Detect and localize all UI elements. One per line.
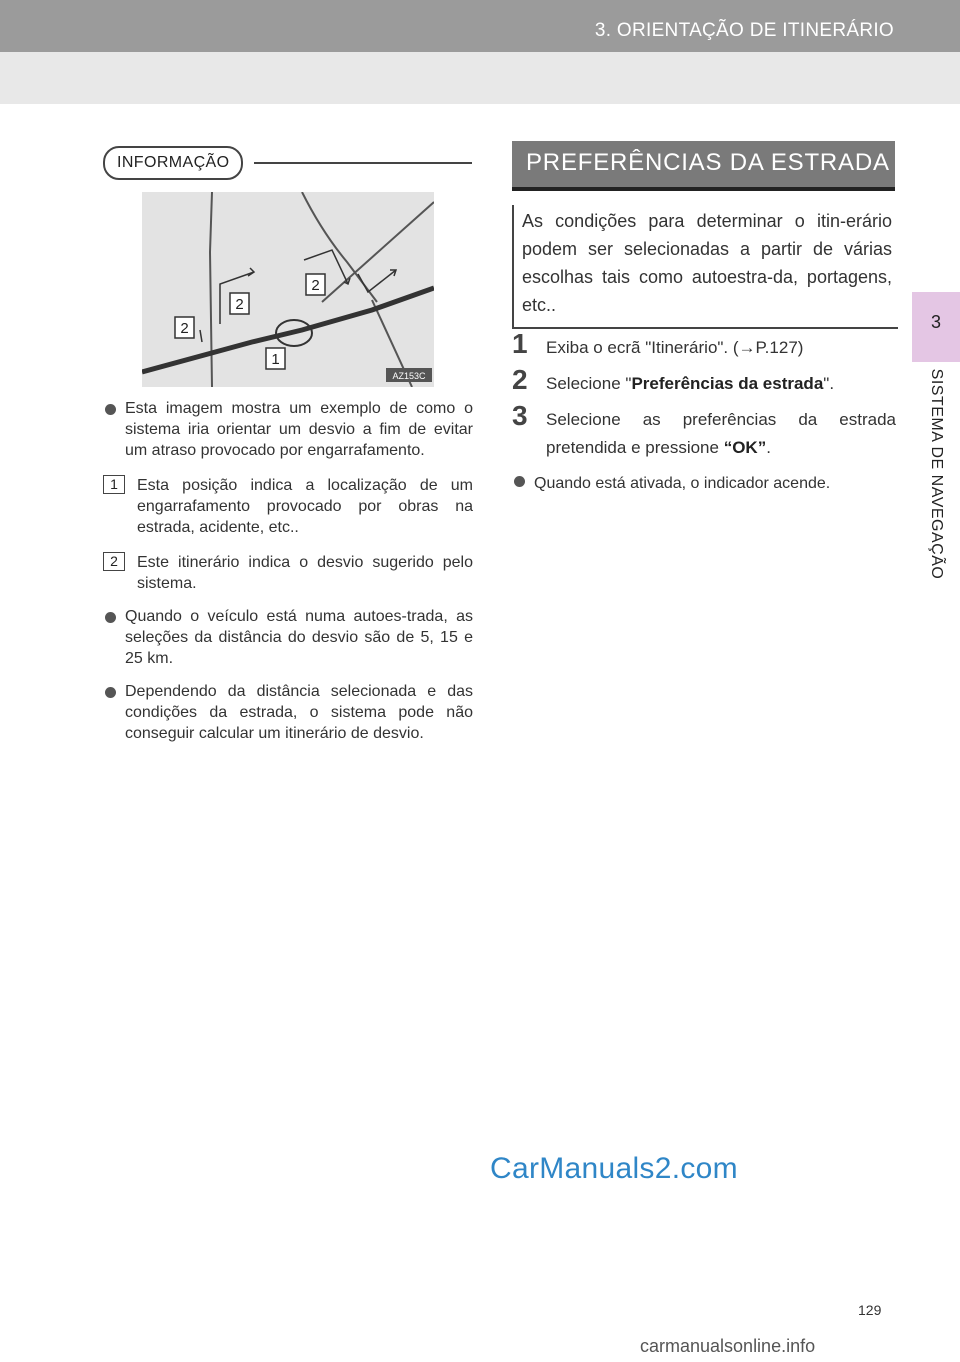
info-rule xyxy=(254,162,472,164)
info-bullet: Dependendo da distância selecionada e das condições da estrada, o sistema pode não conseguir calcular um itinerário de desvio. xyxy=(103,681,473,744)
step-number: 2 xyxy=(512,364,528,395)
detour-map-illustration xyxy=(142,192,434,387)
step-text-bold: Preferências da estrada xyxy=(631,374,824,393)
item-number-box: 1 xyxy=(103,475,125,494)
info-numbered-item xyxy=(103,473,473,538)
map-callout-2 xyxy=(175,317,194,338)
chapter-tab xyxy=(912,292,960,362)
item-text: Este itinerário indica o desvio sugerido pelo sistema. xyxy=(137,554,473,592)
watermark-carmanualsonline: carmanualsonline.info xyxy=(640,1336,816,1356)
step-text: Exiba o ecrã "Itinerário". (→P.127) xyxy=(546,338,804,357)
chapter-tab-number: 3 xyxy=(930,312,941,332)
step-item xyxy=(512,400,896,462)
chapter-title: 3. ORIENTAÇÃO DE ITINERÁRIO xyxy=(594,20,894,41)
map-code: AZ153C xyxy=(392,371,426,381)
chapter-side-label: SISTEMA DE NAVEGAÇÃO xyxy=(928,368,945,580)
info-content xyxy=(103,398,473,756)
svg-text:1: 1 xyxy=(271,351,280,368)
step-text-bold: “OK” xyxy=(723,438,767,457)
steps-list xyxy=(512,328,896,510)
section-intro: As condições para determinar o itin-erário podem ser selecionadas a partir de várias escolhas tais como autoestra-da, portagens, etc.. xyxy=(512,205,898,329)
map-callout-1 xyxy=(266,348,285,369)
step-text-post: ". xyxy=(823,374,835,393)
page-number: 129 xyxy=(858,1302,882,1318)
svg-text:2: 2 xyxy=(180,320,189,337)
info-bullet: Quando o veículo está numa autoes-trada, as seleções da distância do desvio são de 5, 15 e 25 km. xyxy=(103,606,473,669)
map-drawing xyxy=(142,192,434,387)
step-note: Quando está ativada, o indicador acende. xyxy=(512,470,896,498)
info-numbered-item xyxy=(103,550,473,594)
step-text-pre: Selecione " xyxy=(546,374,632,393)
info-label: INFORMAÇÃO xyxy=(103,146,243,180)
svg-text:2: 2 xyxy=(311,277,320,294)
watermark-carmanuals2: CarManuals2.com xyxy=(490,1152,738,1185)
section-header xyxy=(512,141,895,191)
step-text-pre: Selecione as preferências da estrada pretendida e pressione xyxy=(546,410,896,457)
step-text-post: . xyxy=(766,438,771,457)
map-callout-2 xyxy=(306,274,325,295)
info-bullet: Esta imagem mostra um exemplo de como o sistema iria orientar um desvio a fim de evitar um atraso provocado por engarrafamento. xyxy=(103,398,473,461)
page-header-band xyxy=(0,52,960,104)
section-title: PREFERÊNCIAS DA ESTRADA xyxy=(526,149,890,176)
step-number: 1 xyxy=(512,328,528,359)
svg-text:2: 2 xyxy=(235,296,244,313)
step-item xyxy=(512,328,896,362)
item-text: Esta posição indica a localização de um engarrafamento provocado por obras na estrada, acidente, etc.. xyxy=(137,477,473,536)
item-number-box: 2 xyxy=(103,552,125,571)
step-item xyxy=(512,364,896,398)
step-number: 3 xyxy=(512,400,528,431)
map-callout-2 xyxy=(230,293,249,314)
